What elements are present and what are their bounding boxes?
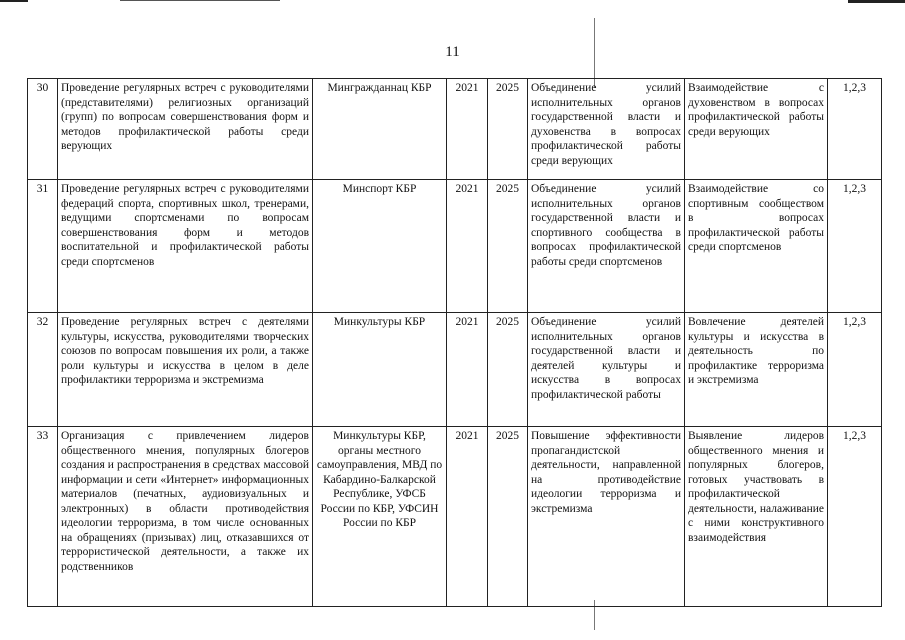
end-year-cell: 2025 [488, 313, 528, 427]
activity-cell: Организация с привлечением лидеров общественного мнения, популярных блогеров создания и распространения в средствах массовой информации и сети «Интернет» информационных материалов (печатных, аудиовизуальных и электронных) в области противодействия идеологии терроризма, в том числе основанных на обращениях (призывах) лиц, отказавшихся от террористической деятельности, а также их родственников [58, 427, 313, 607]
start-year-cell: 2021 [447, 427, 488, 607]
indicator-cell: Выявление лидеров общественного мнения и популярных блогеров, готовых участвовать в профилактической деятельности, налаживание с ними конструктивного взаимодействия [685, 427, 828, 607]
executor-cell: Мингражданнац КБР [313, 79, 447, 180]
end-year-cell: 2025 [488, 79, 528, 180]
table-row [28, 427, 882, 607]
table-row [28, 79, 882, 180]
executor-cell: Минспорт КБР [313, 180, 447, 313]
row-number: 31 [28, 180, 58, 313]
tasks-cell: 1,2,3 [828, 313, 882, 427]
tasks-cell: 1,2,3 [828, 427, 882, 607]
scan-artifact [0, 0, 28, 2]
end-year-cell: 2025 [488, 427, 528, 607]
indicator-cell: Взаимодействие с духовенством в вопросах профилактической работы среди верующих [685, 79, 828, 180]
row-number: 33 [28, 427, 58, 607]
result-cell: Объединение усилий исполнительных органов государственной власти и спортивного сообщества в вопросах профилактической работы среди спортсменов [528, 180, 685, 313]
table-row [28, 313, 882, 427]
indicator-cell: Взаимодействие со спортивным сообществом в вопросах профилактической работы среди спортсменов [685, 180, 828, 313]
result-cell: Повышение эффективности пропагандистской деятельности, направленной на противодействие идеологии терроризма и экстремизма [528, 427, 685, 607]
start-year-cell: 2021 [447, 313, 488, 427]
tasks-cell: 1,2,3 [828, 180, 882, 313]
activity-cell: Проведение регулярных встреч с руководителями (представителями) религиозных организаций (групп) по вопросам совершенствования форм и методов профилактической работы среди верующих [58, 79, 313, 180]
tasks-cell: 1,2,3 [828, 79, 882, 180]
activity-cell: Проведение регулярных встреч с руководителями федераций спорта, спортивных школ, тренерами, ведущими спортсменами по вопросам совершенствования форм и методов воспитательной и профилактической работы среди спортсменов [58, 180, 313, 313]
row-number: 32 [28, 313, 58, 427]
start-year-cell: 2021 [447, 180, 488, 313]
scan-artifact [848, 0, 905, 3]
table-row [28, 180, 882, 313]
start-year-cell: 2021 [447, 79, 488, 180]
end-year-cell: 2025 [488, 180, 528, 313]
page-number: 11 [445, 44, 460, 60]
result-cell: Объединение усилий исполнительных органов государственной власти и деятелей культуры и искусства в вопросах профилактической работы [528, 313, 685, 427]
scan-artifact [120, 0, 280, 1]
result-cell: Объединение усилий исполнительных органов государственной власти и духовенства в вопросах профилактической работы среди верующих [528, 79, 685, 180]
activity-cell: Проведение регулярных встреч с деятелями культуры, искусства, руководителями творческих союзов по вопросам повышения их роли, а также роли культуры и искусства в целом в деле профилактики терроризма и экстремизма [58, 313, 313, 427]
row-number: 30 [28, 79, 58, 180]
plan-table [27, 78, 882, 607]
executor-cell: Минкультуры КБР [313, 313, 447, 427]
executor-cell: Минкультуры КБР, органы местного самоуправления, МВД по Кабардино-Балкарской Республике, УФСБ России по КБР, УФСИН России по КБР [313, 427, 447, 607]
indicator-cell: Вовлечение деятелей культуры и искусства в деятельность по профилактике терроризма и экстремизма [685, 313, 828, 427]
